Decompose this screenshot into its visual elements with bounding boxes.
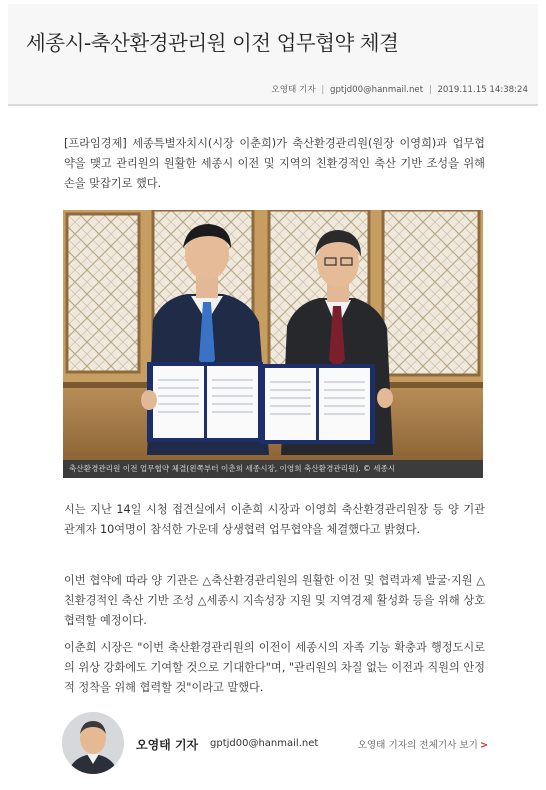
- article-paragraph: [프라임경제] 세종특별자치시(시장 이춘희)가 축산환경관리원(원장 이영희)과 업무협약을 맺고 관리원의 원활한 세종시 이전 및 지역의 친환경적인 축산 기반 조성을 위해 손을 맞잡기로 했다.: [64, 137, 485, 190]
- article-paragraph: 시는 지난 14일 시청 접견실에서 이춘희 시장과 이영희 축산환경관리원장 등 양 기관 관계자 10여명이 참석한 가운데 상생협력 업무협약을 체결했다고 밝혔다.: [64, 503, 485, 536]
- all-articles-link[interactable]: [358, 737, 488, 751]
- photo-caption: 축산환경관리원 이전 업무협약 체결(왼쪽부터 이춘희 세종시장, 이영희 축산환경관리원). © 세종시: [63, 460, 483, 478]
- byline-email[interactable]: gptjd00@hanmail.net: [330, 85, 424, 95]
- author-email[interactable]: gptjd00@hanmail.net: [210, 738, 319, 749]
- byline-separator: |: [428, 85, 432, 95]
- article-header: [8, 4, 538, 106]
- chevron-right-icon: >: [479, 740, 488, 751]
- byline-reporter: 오영태 기자: [271, 85, 316, 95]
- article-byline: [271, 83, 528, 95]
- article-figure: [63, 210, 483, 478]
- article-photo: [63, 210, 483, 460]
- all-articles-label: 오영태 기자의 전체기사 보기: [357, 740, 478, 751]
- byline-datetime: 2019.11.15 14:38:24: [437, 85, 528, 95]
- author-avatar: [62, 712, 124, 774]
- article-paragraph: 이번 협약에 따라 양 기관은 △축산환경관리원의 원활한 이전 및 협력과제 발굴·지원 △친환경적인 축산 기반 조성 △세종시 지속성장 지원 및 지역경제 활성화 등을 위해 상호 협력할 예정이다.: [64, 574, 485, 627]
- author-name: 오영태 기자: [136, 738, 199, 752]
- author-box: [60, 710, 490, 776]
- byline-separator: |: [321, 85, 325, 95]
- article-title: 세종시-축산환경관리원 이전 업무협약 체결: [26, 31, 399, 55]
- article-paragraph: 이춘희 시장은 "이번 축산환경관리원의 이전이 세종시의 자족 기능 확충과 행정도시로의 위상 강화에도 기여할 것으로 기대한다"며, "관리원의 차질 없는 이전과 직원의 안정적 정착을 위해 협력할 것"이라고 말했다.: [64, 641, 485, 694]
